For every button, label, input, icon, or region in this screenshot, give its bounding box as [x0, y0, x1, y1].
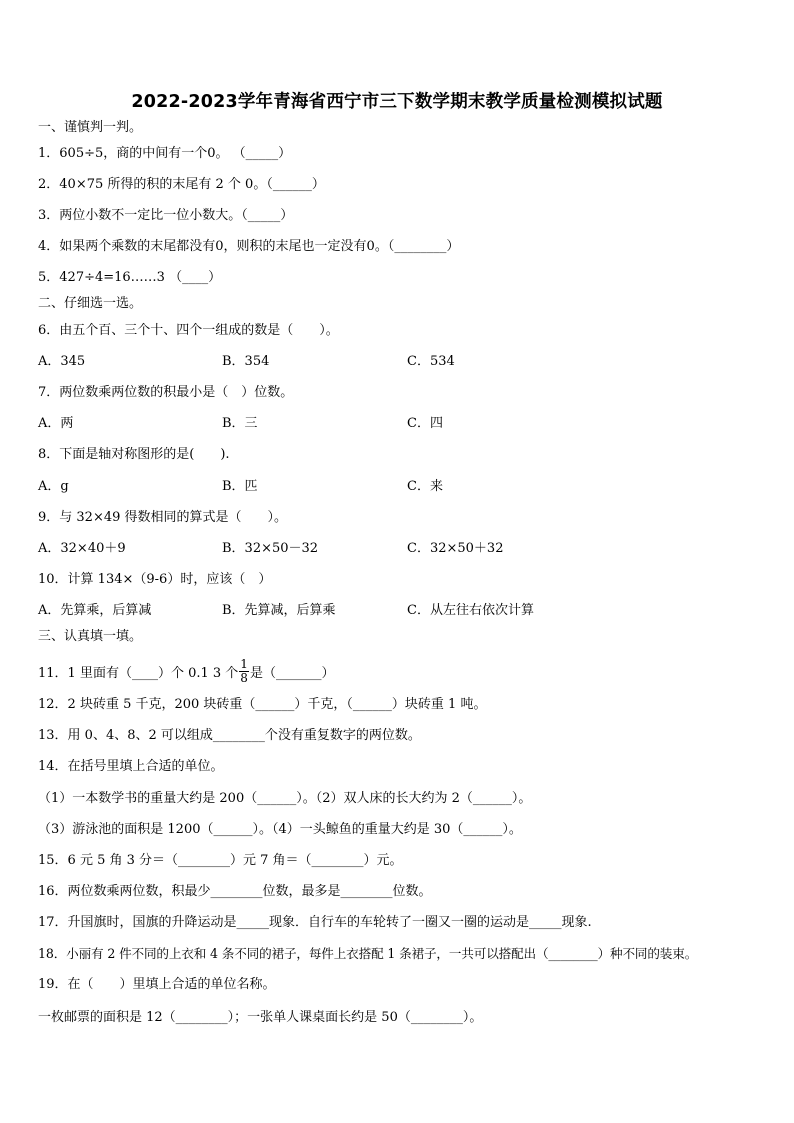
fraction-one-eighth	[239, 658, 249, 685]
question-16: 16．两位数乘两位数，积最少________位数，最多是________位数。	[38, 884, 432, 899]
question-6-option-b: B．354	[222, 354, 270, 369]
question-11-part1: 11．1 里面有（____）个 0.1 3 个	[38, 666, 239, 681]
question-7-option-c: C．四	[407, 416, 443, 431]
fraction-denominator: 8	[240, 671, 248, 685]
question-11-part2: 是（_______）	[249, 666, 335, 681]
question-8-option-b: B．匹	[222, 479, 258, 494]
question-8-option-c: C．来	[407, 479, 443, 494]
question-7-option-b: B．三	[222, 416, 258, 431]
question-19: 19．在（ ）里填上合适的单位名称。	[38, 977, 276, 992]
question-6-stem: 6．由五个百、三个十、四个一组成的数是（ ）。	[38, 323, 339, 338]
question-10-option-b: B．先算减，后算乘	[222, 603, 336, 618]
question-15: 15．6 元 5 角 3 分＝（________）元 7 角＝（________）元。	[38, 853, 403, 868]
question-3: 3．两位小数不一定比一位小数大。（_____）	[38, 208, 294, 223]
section3-heading: 三、认真填一填。	[38, 629, 143, 644]
question-7-stem: 7．两位数乘两位数的积最小是（ ）位数。	[38, 385, 294, 400]
question-4: 4．如果两个乘数的末尾都没有0，则积的末尾也一定没有0。（________）	[38, 239, 460, 254]
question-19-items: 一枚邮票的面积是 12（________）；一张单人课桌面长约是 50（________）。	[38, 1010, 483, 1025]
question-10-stem: 10．计算 134×（9-6）时，应该（ ）	[38, 572, 272, 587]
question-13: 13．用 0、4、8、2 可以组成________个没有重复数字的两位数。	[38, 728, 421, 743]
question-5: 5．427÷4=16……3 （____）	[38, 270, 222, 285]
question-14-part-a: （1）一本数学书的重量大约是 200（______）。（2）双人床的长大约为 2（______）。	[38, 791, 532, 806]
question-2: 2．40×75 所得的积的末尾有 2 个 0。（______）	[38, 177, 325, 192]
question-8-option-a: A．g	[38, 479, 69, 494]
question-9-option-c: C．32×50＋32	[407, 541, 504, 556]
question-1: 1．605÷5，商的中间有一个0。 （_____）	[38, 146, 292, 161]
question-18: 18．小丽有 2 件不同的上衣和 4 条不同的裙子，每件上衣搭配 1 条裙子，一共可以搭配出（________）种不同的装束。	[38, 946, 698, 961]
question-11	[38, 657, 335, 687]
question-9-option-a: A．32×40＋9	[38, 541, 126, 556]
fraction-numerator: 1	[240, 657, 248, 671]
question-6-option-a: A．345	[38, 354, 86, 369]
question-9-stem: 9．与 32×49 得数相同的算式是（ ）。	[38, 510, 288, 525]
page-title: 2022-2023学年青海省西宁市三下数学期末教学质量检测模拟试题	[131, 92, 663, 112]
question-10-option-c: C．从左往右依次计算	[407, 603, 534, 618]
section2-heading: 二、仔细选一选。	[38, 296, 143, 311]
question-14-part-b: （3）游泳池的面积是 1200（______）。（4）一头鲸鱼的重量大约是 30（______）。	[38, 822, 522, 837]
question-12: 12．2 块砖重 5 千克，200 块砖重（______）千克，（______）块砖重 1 吨。	[38, 697, 487, 712]
section1-heading: 一、谨慎判一判。	[38, 120, 143, 135]
question-17: 17．升国旗时，国旗的升降运动是_____现象．自行车的车轮转了一圈又一圈的运动是_____现象.	[38, 915, 592, 930]
question-7-option-a: A．两	[38, 416, 74, 431]
question-8-stem: 8．下面是轴对称图形的是( ).	[38, 447, 230, 462]
question-9-option-b: B．32×50－32	[222, 541, 319, 556]
question-6-option-c: C．534	[407, 354, 455, 369]
question-14: 14．在括号里填上合适的单位。	[38, 759, 224, 774]
question-10-option-a: A．先算乘，后算减	[38, 603, 152, 618]
